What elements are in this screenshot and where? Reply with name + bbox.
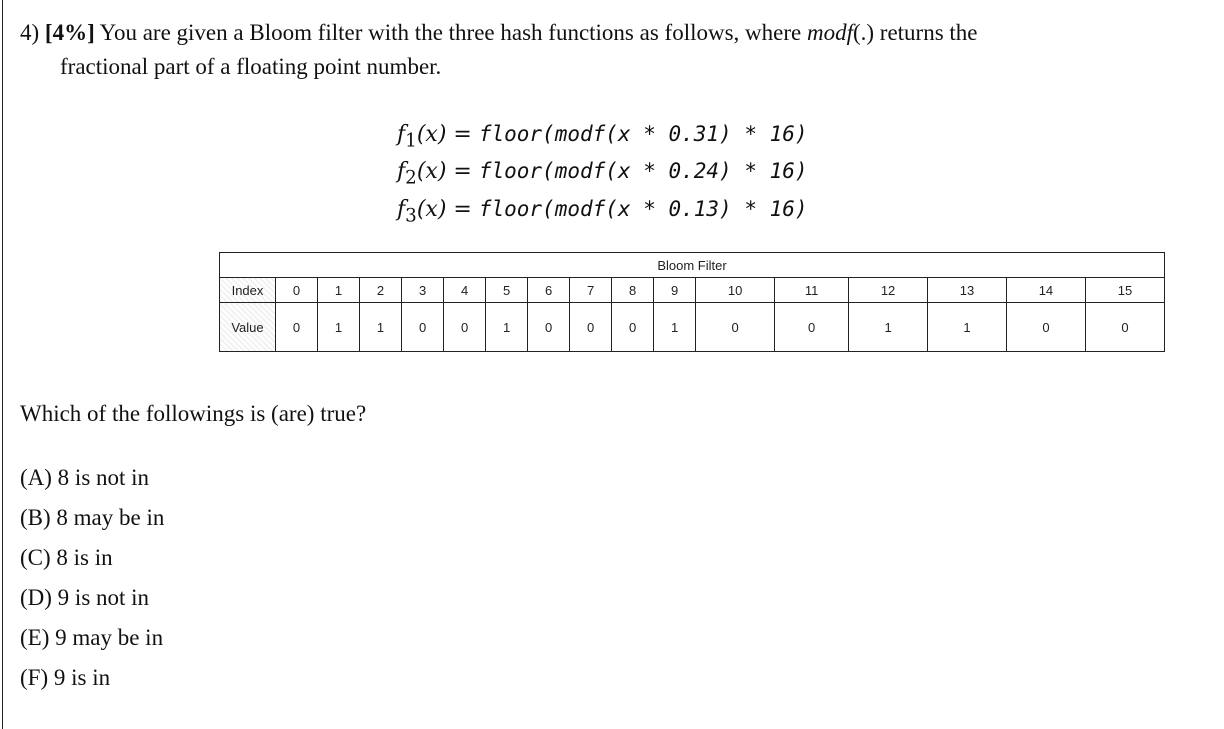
function-arg: (x) [416, 196, 447, 222]
index-label: Index [220, 278, 276, 303]
index-cell: 6 [528, 278, 570, 303]
value-cell: 0 [612, 303, 654, 352]
function-name: f [397, 122, 406, 147]
function-name: f [397, 159, 406, 185]
value-cell: 0 [775, 303, 849, 352]
bloom-filter-title-row [220, 253, 1165, 278]
index-cell: 7 [570, 278, 612, 303]
index-cell: 5 [486, 278, 528, 303]
value-label: Value [220, 303, 276, 352]
function-subscript: 2 [405, 167, 417, 189]
page-border [2, 0, 3, 729]
modf-emphasis: modf [806, 20, 853, 45]
bloom-filter-table [219, 252, 1165, 352]
question-number: 4) [20, 20, 40, 45]
value-cell: 0 [1085, 303, 1164, 352]
hash-function-3 [397, 194, 808, 231]
question-line-1 [20, 16, 1210, 50]
index-cell: 1 [318, 278, 360, 303]
answer-options [20, 458, 164, 698]
question-text: You are given a Bloom filter with the three hash functions as follows, where [99, 20, 802, 45]
equals-sign: = [453, 122, 472, 147]
function-name: f [397, 196, 406, 222]
value-cell: 0 [276, 303, 318, 352]
value-cell: 1 [849, 303, 928, 352]
index-row [220, 278, 1165, 303]
function-subscript: 3 [405, 205, 417, 227]
function-arg: (x) [416, 122, 447, 147]
option-c: (C) 8 is in [20, 545, 113, 570]
value-cell: 0 [444, 303, 486, 352]
index-cell: 3 [402, 278, 444, 303]
index-cell: 0 [276, 278, 318, 303]
question-block [20, 16, 1210, 84]
index-cell: 14 [1006, 278, 1085, 303]
question-points: [4%] [44, 20, 95, 45]
value-row [220, 303, 1165, 352]
value-cell: 0 [696, 303, 775, 352]
bloom-filter-title: Bloom Filter [220, 253, 1165, 278]
value-cell: 1 [486, 303, 528, 352]
question-line-2: fractional part of a floating point number. [60, 54, 442, 79]
index-cell: 15 [1085, 278, 1164, 303]
value-cell: 0 [402, 303, 444, 352]
function-body: floor(modf(x * 0.31) * 16) [478, 122, 808, 146]
option-a: (A) 8 is not in [20, 465, 150, 490]
value-cell: 1 [318, 303, 360, 352]
index-cell: 12 [849, 278, 928, 303]
hash-function-1 [397, 119, 808, 156]
value-cell: 0 [1006, 303, 1085, 352]
index-cell: 11 [775, 278, 849, 303]
index-cell: 2 [360, 278, 402, 303]
option-f: (F) 9 is in [20, 665, 111, 690]
function-body: floor(modf(x * 0.13) * 16) [478, 196, 808, 221]
question-text-after: (.) returns the [852, 20, 978, 45]
question-prompt: Which of the followings is (are) true? [20, 401, 367, 426]
index-cell: 9 [654, 278, 696, 303]
equals-sign: = [453, 196, 472, 222]
function-subscript: 1 [405, 130, 417, 152]
index-cell: 8 [612, 278, 654, 303]
hash-function-2 [397, 156, 808, 193]
value-cell: 0 [570, 303, 612, 352]
option-b: (B) 8 may be in [20, 505, 165, 530]
value-cell: 1 [654, 303, 696, 352]
index-cell: 4 [444, 278, 486, 303]
index-cell: 10 [696, 278, 775, 303]
value-cell: 1 [360, 303, 402, 352]
value-cell: 0 [528, 303, 570, 352]
function-arg: (x) [416, 159, 447, 185]
index-cell: 13 [928, 278, 1007, 303]
function-body: floor(modf(x * 0.24) * 16) [478, 159, 808, 184]
value-cell: 1 [928, 303, 1007, 352]
hash-functions [397, 119, 808, 231]
equals-sign: = [453, 159, 472, 185]
option-e: (E) 9 may be in [20, 625, 164, 650]
option-d: (D) 9 is not in [20, 585, 150, 610]
